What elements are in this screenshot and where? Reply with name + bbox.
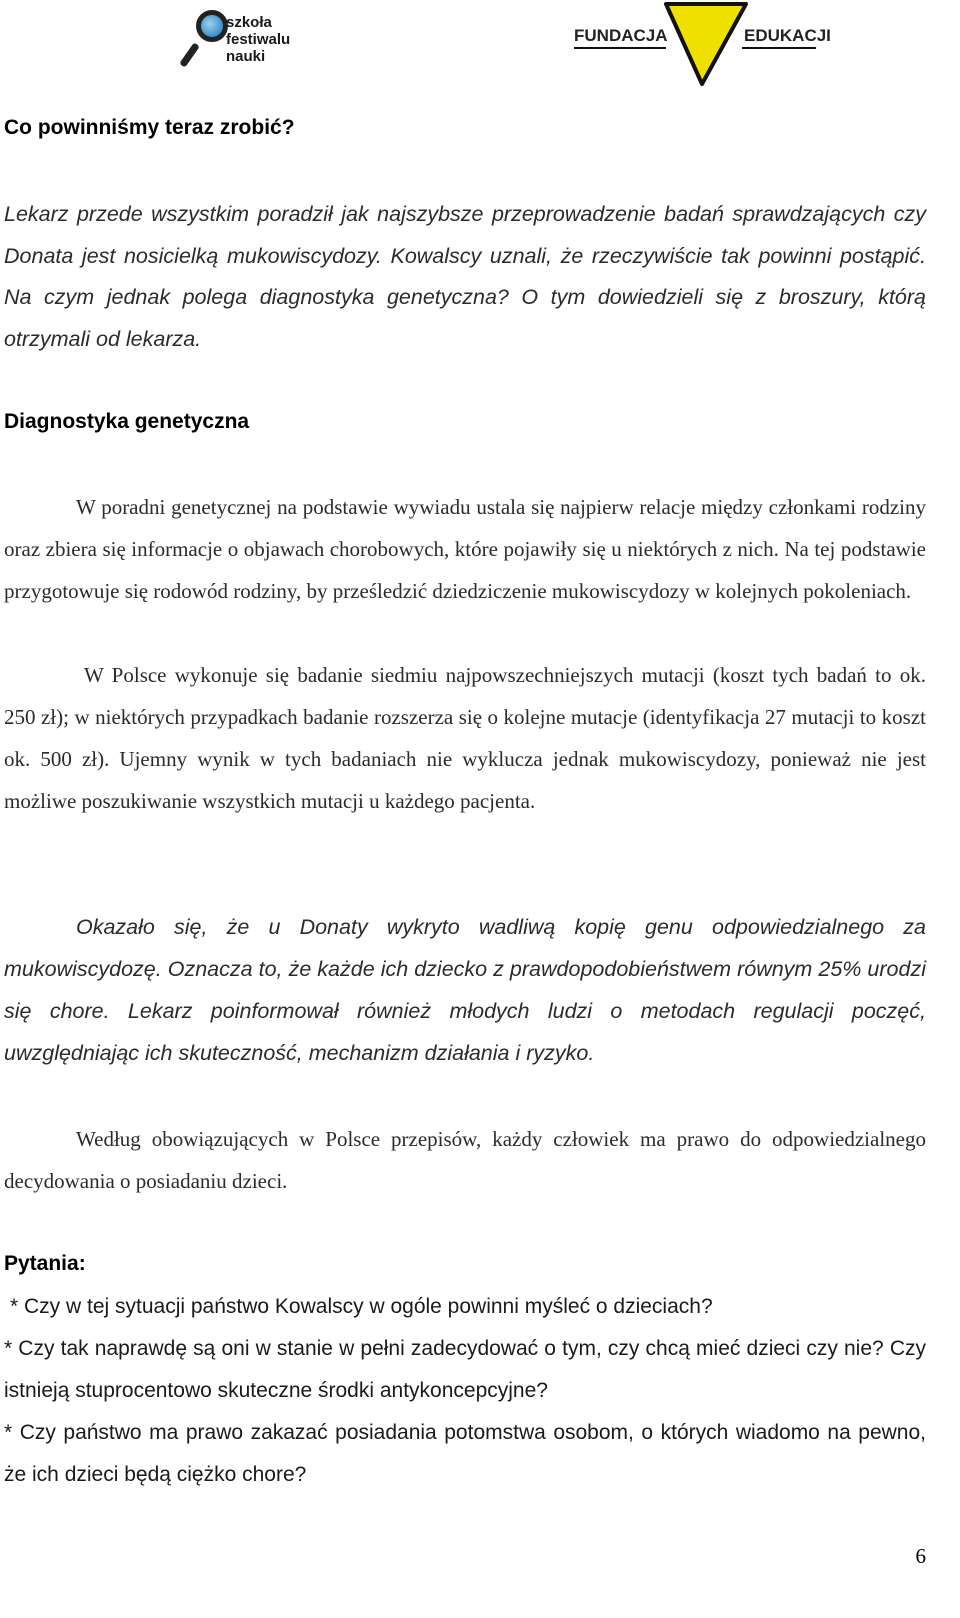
intro-paragraph: Lekarz przede wszystkim poradził jak najszybsze przeprowadzenie badań sprawdzających czy Donata jest nosicielką mukowiscydozy. Kowalscy uznali, że rzeczywiście tak powinni postąpić. Na czym jednak polega diagnostyka genetyczna? O tym dowiedzieli się z broszury, którą otrzymali od lekarza. xyxy=(4,202,926,351)
magnifier-handle xyxy=(179,42,200,67)
logo-left-text xyxy=(226,14,290,65)
diagnostyka-paragraph-2-text: W Polsce wykonuje się badanie siedmiu najpowszechniejszych mutacji (koszt tych badań to ok. 250 zł); w niektórych przypadkach badanie rozszerza się o kolejne mutacje (identyfikacja 27 mutacji to koszt ok. 500 zł). Ujemny wynik w tych badaniach nie wyklucza jednak mukowiscydozy, ponieważ nie jest możliwe poszukiwanie wszystkich mutacji u każdego pacjenta. xyxy=(4,663,926,813)
question-item: * Czy państwo ma prawo zakazać posiadania potomstwa osobom, o których wiadomo na pewno, że ich dzieci będą ciężko chore? xyxy=(4,1421,926,1486)
logo-right-fundacja: FUNDACJA xyxy=(574,26,668,45)
diagnostyka-paragraph-2 xyxy=(4,654,926,822)
questions-list xyxy=(4,1286,926,1496)
logo-right-edukacji: EDUKACJI xyxy=(744,26,831,45)
heading-co-powinnismy: Co powinniśmy teraz zrobić? xyxy=(4,116,295,139)
logo-left-line-3: nauki xyxy=(226,48,266,65)
diagnostyka-paragraph-1 xyxy=(4,486,926,612)
fundacja-bioedukacji-logo xyxy=(574,0,831,86)
szkola-festiwalu-nauki-logo xyxy=(180,4,291,70)
question-item: * Czy w tej sytuacji państwo Kowalscy w ogóle powinni myśleć o dzieciach? xyxy=(10,1295,713,1318)
wedlug-paragraph xyxy=(4,1118,926,1202)
okazalo-sie-paragraph xyxy=(4,906,926,1074)
okazalo-sie-text: Okazało się, że u Donaty wykryto wadliwą kopię genu odpowiedzialnego za mukowiscydozę. Oznacza to, że każde ich dziecko z prawdopodobieństwem równym 25% urodzi się chore. Lekarz poinformował również młodych ludzi o metodach regulacji poczęć, uwzględniając ich skuteczność, mechanizm działania i ryzyko. xyxy=(4,915,926,1065)
logo-right-bio: Bio xyxy=(687,26,715,45)
magnifier-icon xyxy=(196,10,228,42)
page-number: 6 xyxy=(915,1544,926,1568)
logo-left-line-2: festiwalu xyxy=(226,31,291,48)
question-item: * Czy tak naprawdę są oni w stanie w pełni zadecydować o tym, czy chcą mieć dzieci czy nie? Czy istnieją stuprocentowo skuteczne środki antykoncepcyjne? xyxy=(4,1337,926,1402)
diagnostyka-paragraph-1-text: W poradni genetycznej na podstawie wywiadu ustala się najpierw relacje między członkami rodziny oraz zbiera się informacje o objawach chorobowych, które pojawiły się u niektórych z nich. Na tej podstawie przygotowuje się rodowód rodziny, by prześledzić dziedziczenie mukowiscydozy w kolejnych pokoleniach. xyxy=(4,495,926,603)
heading-diagnostyka: Diagnostyka genetyczna xyxy=(4,410,250,433)
wedlug-text: Według obowiązujących w Polsce przepisów, każdy człowiek ma prawo do odpowiedzialnego decydowania o posiadaniu dzieci. xyxy=(4,1127,926,1193)
logo-left-line-1: szkoła xyxy=(226,14,272,31)
heading-pytania: Pytania: xyxy=(4,1252,86,1275)
